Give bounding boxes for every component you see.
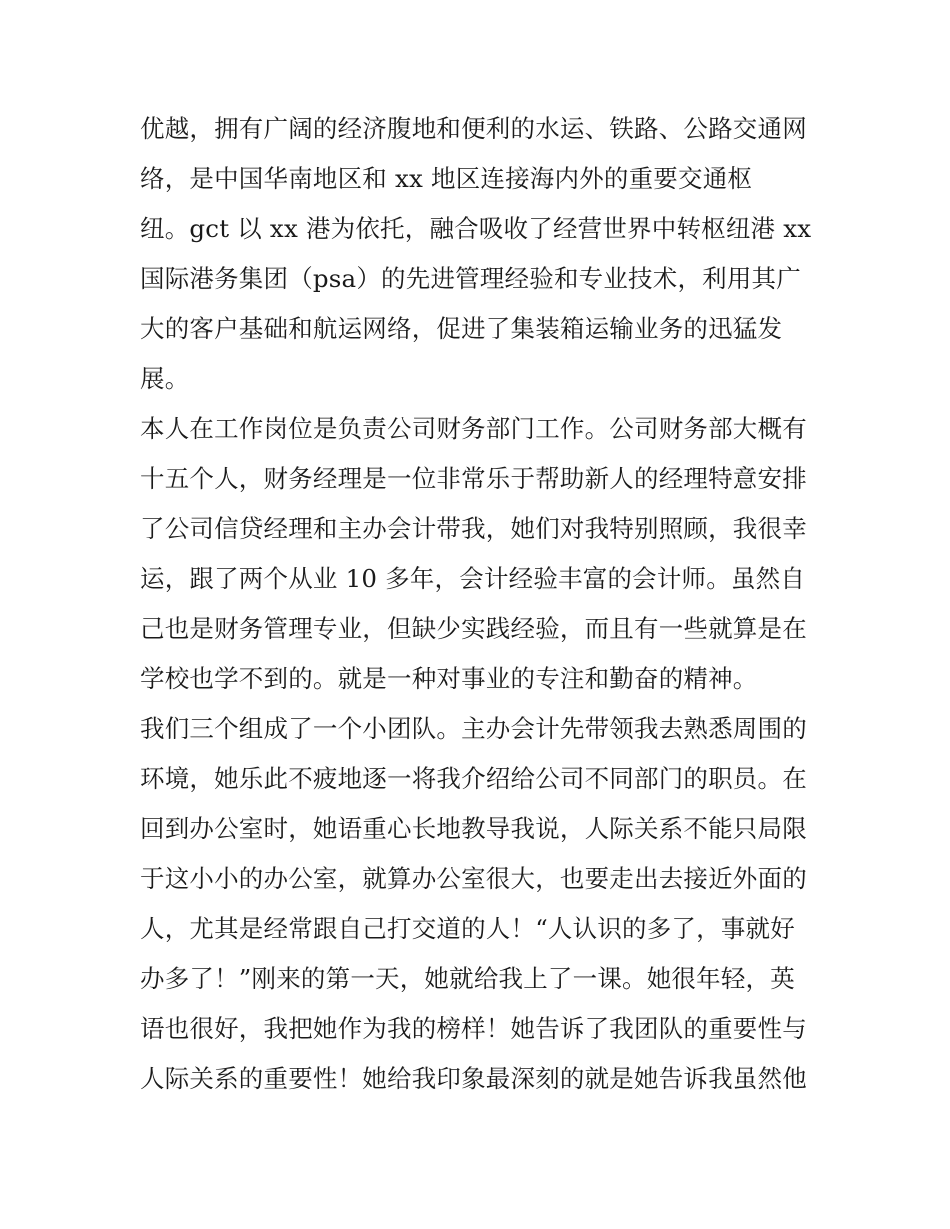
text-line: 络，是中国华南地区和 xx 地区连接海内外的重要交通枢 xyxy=(140,164,753,193)
text-line: 运，跟了两个从业 10 多年，会计经验丰富的会计师。虽然自 xyxy=(140,564,806,593)
text-line: 人际关系的重要性！她给我印象最深刻的就是她告诉我虽然他 xyxy=(140,1064,807,1093)
text-line: 了公司信贷经理和主办会计带我，她们对我特别照顾，我很幸 xyxy=(140,514,807,543)
text-line: 优越，拥有广阔的经济腹地和便利的水运、铁路、公路交通网 xyxy=(140,114,807,143)
text-line: 十五个人，财务经理是一位非常乐于帮助新人的经理特意安排 xyxy=(140,464,807,493)
text-line: 展。 xyxy=(140,364,190,393)
text-line: 国际港务集团（psa）的先进管理经验和专业技术，利用其广 xyxy=(140,264,801,293)
text-line: 于这小小的办公室，就算办公室很大，也要走出去接近外面的 xyxy=(140,864,807,893)
text-line: 本人在工作岗位是负责公司财务部门工作。公司财务部大概有 xyxy=(140,414,807,443)
body-text xyxy=(140,104,820,1104)
text-line: 环境，她乐此不疲地逐一将我介绍给公司不同部门的职员。在 xyxy=(140,764,807,793)
text-line: 己也是财务管理专业，但缺少实践经验，而且有一些就算是在 xyxy=(140,614,807,643)
text-line: 语也很好，我把她作为我的榜样！她告诉了我团队的重要性与 xyxy=(140,1014,807,1043)
text-line: 大的客户基础和航运网络，促进了集装箱运输业务的迅猛发 xyxy=(140,314,783,343)
text-line: 学校也学不到的。就是一种对事业的专注和勤奋的精神。 xyxy=(140,664,758,693)
text-line: 纽。gct 以 xx 港为依托，融合吸收了经营世界中转枢纽港 xx xyxy=(140,214,812,243)
text-line: 回到办公室时，她语重心长地教导我说，人际关系不能只局限 xyxy=(140,814,807,843)
text-line: 人，尤其是经常跟自己打交道的人！“人认识的多了，事就好 xyxy=(140,914,795,943)
text-line: 我们三个组成了一个小团队。主办会计先带领我去熟悉周围的 xyxy=(140,714,807,743)
text-line: 办多了！”刚来的第一天，她就给我上了一课。她很年轻，英 xyxy=(140,964,795,993)
